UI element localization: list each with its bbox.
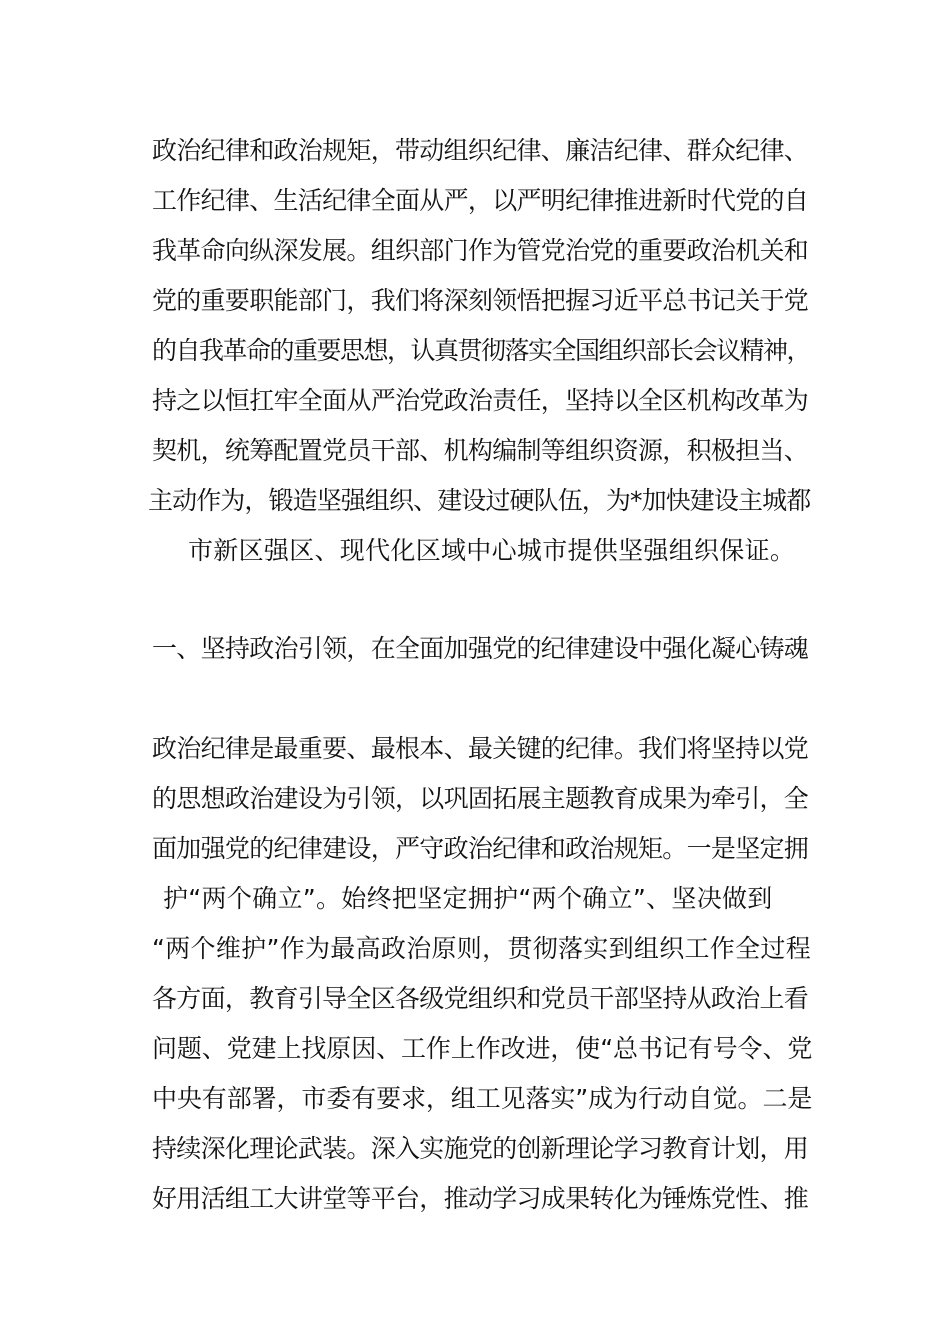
paragraph-1-line-9: 市新区强区、现代化区域中心城市提供坚强组织保证。	[188, 536, 796, 565]
paragraph-1-line-1: 政治纪律和政治规矩，带动组织纪律、廉洁纪律、群众纪律、	[152, 136, 809, 165]
paragraph-1-line-2: 工作纪律、生活纪律全面从严，以严明纪律推进新时代党的自	[152, 186, 809, 215]
paragraph-2-line-8: 中央有部署，市委有要求，组工见落实”成为行动自觉。二是	[152, 1084, 813, 1113]
paragraph-1-line-7: 契机，统筹配置党员干部、机构编制等组织资源，积极担当、	[152, 436, 809, 465]
paragraph-2-line-4: 护“两个确立”。始终把坚定拥护“两个确立”、坚决做到	[163, 884, 773, 913]
section-heading-1: 一、坚持政治引领，在全面加强党的纪律建设中强化凝心铸魂	[152, 634, 809, 663]
paragraph-2-line-6: 各方面，教育引导全区各级党组织和党员干部坚持从政治上看	[152, 984, 809, 1013]
paragraph-1-line-6: 持之以恒扛牢全面从严治党政治责任，坚持以全区机构改革为	[152, 386, 809, 415]
paragraph-1-line-5: 的自我革命的重要思想，认真贯彻落实全国组织部长会议精神，	[152, 336, 811, 365]
paragraph-1-line-4: 党的重要职能部门，我们将深刻领悟把握习近平总书记关于党	[152, 286, 809, 315]
paragraph-1-line-8: 主动作为，锻造坚强组织、建设过硬队伍，为*加快建设主城都	[148, 486, 811, 515]
paragraph-2-line-9: 持续深化理论武装。深入实施党的创新理论学习教育计划，用	[152, 1134, 809, 1163]
paragraph-2-line-5: “两个维护”作为最高政治原则，贯彻落实到组织工作全过程	[152, 934, 812, 963]
paragraph-2-line-10: 好用活组工大讲堂等平台，推动学习成果转化为锤炼党性、推	[152, 1184, 809, 1213]
paragraph-2-line-1: 政治纪律是最重要、最根本、最关键的纪律。我们将坚持以党	[152, 734, 809, 763]
paragraph-2-line-7: 问题、党建上找原因、工作上作改进，使“总书记有号令、党	[152, 1034, 813, 1063]
paragraph-1-line-3: 我革命向纵深发展。组织部门作为管党治党的重要政治机关和	[152, 236, 809, 265]
paragraph-2-line-3: 面加强党的纪律建设，严守政治纪律和政治规矩。一是坚定拥	[152, 834, 809, 863]
paragraph-2-line-2: 的思想政治建设为引领，以巩固拓展主题教育成果为牵引，全	[152, 784, 809, 813]
